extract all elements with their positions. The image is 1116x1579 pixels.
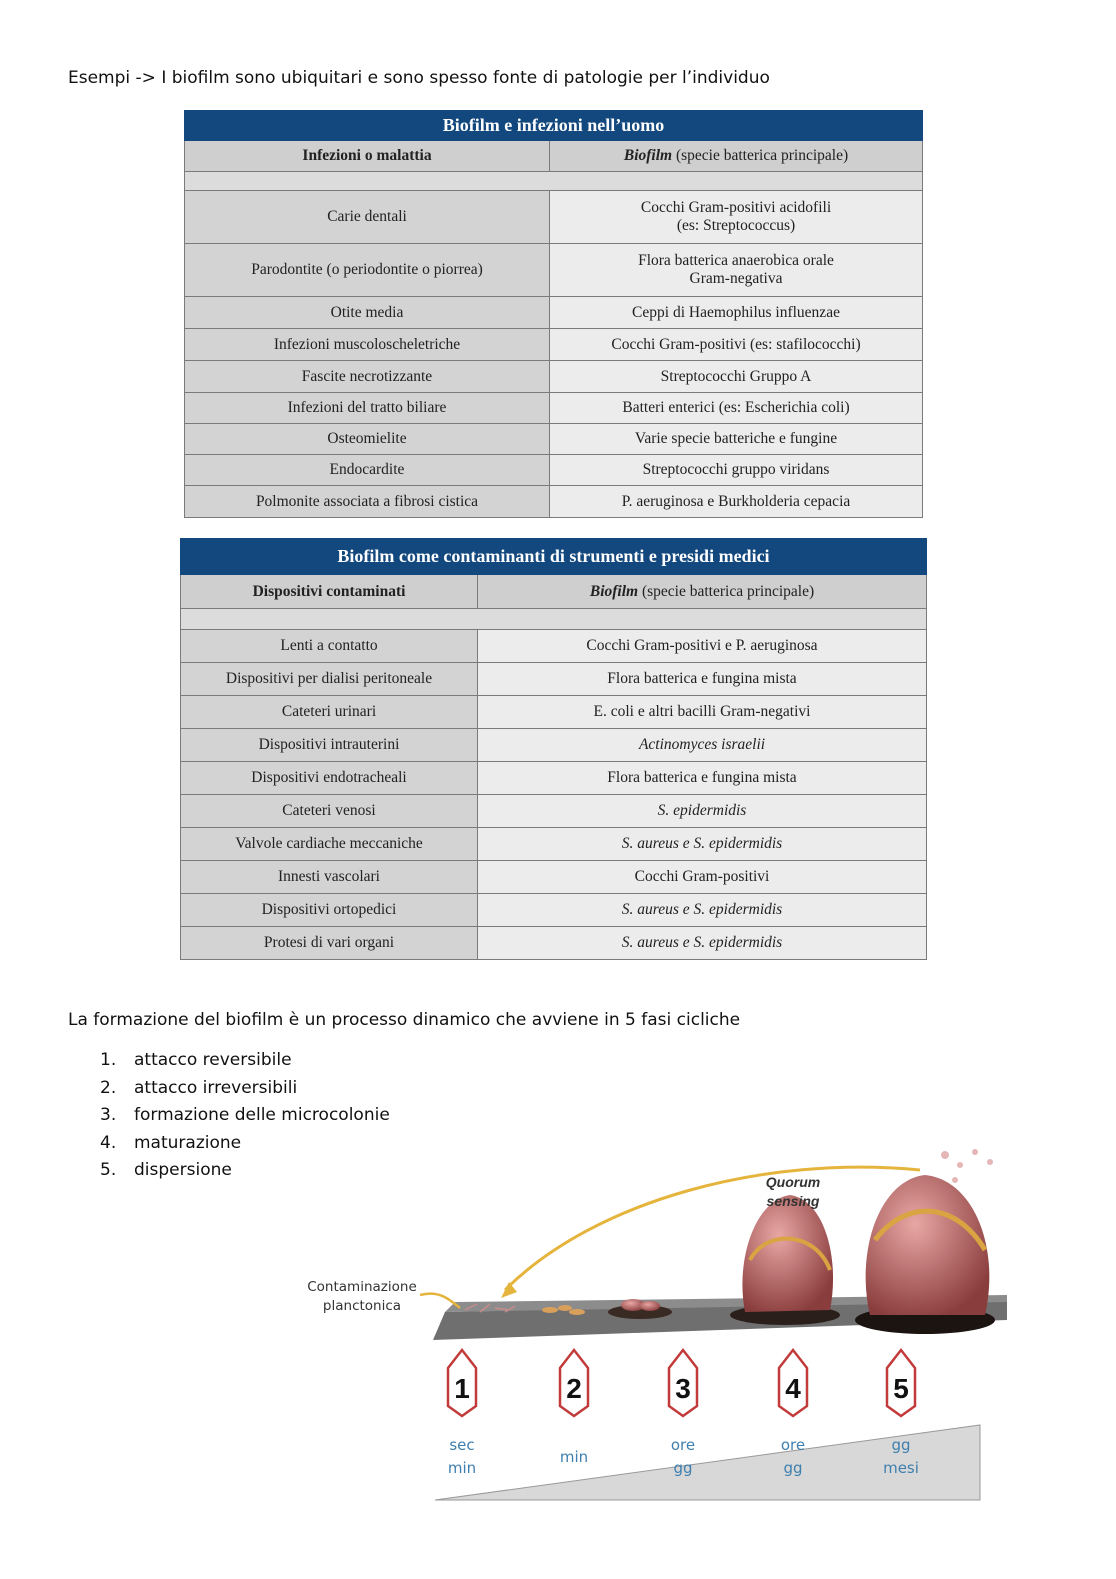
list-item: 4. maturazione [100, 1132, 242, 1153]
quorum-label: Quorum [765, 1174, 821, 1190]
table-row: Lenti a contatto Cocchi Gram-positivi e P. aeruginosa [181, 630, 927, 663]
table-row: Osteomielite Varie specie batteriche e fungine [185, 424, 923, 455]
time-label: min [447, 1459, 477, 1477]
table-row: Polmonite associata a fibrosi cistica P. aeruginosa e Burkholderia cepacia [185, 486, 923, 518]
table2-title: Biofilm come contaminanti di strumenti e presidi medici [181, 539, 927, 575]
table1-col2-header: Biofilm (specie batterica principale) [550, 141, 923, 172]
table-row: Innesti vascolari Cocchi Gram-positivi [181, 861, 927, 894]
time-label: gg [783, 1459, 803, 1477]
list-item: 1. attacco reversibile [100, 1050, 292, 1070]
intro-text: Esempi -> I biofilm sono ubiquitari e sono spesso fonte di patologie per l’individuo [68, 68, 770, 88]
planktonic-label: planctonica [322, 1298, 402, 1314]
table2-spacer [181, 609, 927, 630]
table-infections [184, 110, 923, 518]
time-label: gg [891, 1436, 911, 1454]
table-row: Cateteri venosi S. epidermidis [181, 795, 927, 828]
time-label: gg [673, 1459, 693, 1477]
stage4-mature-biofilm [730, 1195, 840, 1325]
paragraph-formation: La formazione del biofilm è un processo dinamico che avviene in 5 fasi cicliche [68, 1010, 741, 1030]
stage-number: 1 [454, 1373, 470, 1404]
dispersion-arrow [505, 1167, 920, 1290]
stage-number: 2 [566, 1373, 582, 1404]
table2-col1-header: Dispositivi contaminati [181, 575, 478, 609]
table-row: Cateteri urinari E. coli e altri bacilli Gram-negativi [181, 696, 927, 729]
table2-col2-header: Biofilm (specie batterica principale) [478, 575, 927, 609]
time-label: ore [780, 1436, 806, 1454]
time-label: mesi [883, 1459, 919, 1477]
table-row: Parodontite (o periodontite o piorrea) Flora batterica anaerobica orale Gram-negativa [185, 244, 923, 297]
stage-number: 5 [893, 1373, 909, 1404]
table-row: Endocardite Streptococchi gruppo viridans [185, 455, 923, 486]
table-row: Dispositivi intrauterini Actinomyces israelii [181, 729, 927, 762]
stage-number: 4 [785, 1373, 801, 1404]
list-item: 3. formazione delle microcolonie [100, 1105, 390, 1125]
contamination-label: Contaminazione [307, 1279, 417, 1295]
table-row: Dispositivi ortopedici S. aureus e S. epidermidis [181, 894, 927, 927]
time-label: min [559, 1448, 589, 1466]
stage-marker-3 [669, 1350, 697, 1477]
sensing-label: sensing [766, 1193, 820, 1209]
list-item: 5. dispersione [100, 1160, 232, 1180]
list-item: 2. attacco irreversibili [100, 1077, 298, 1098]
table-row: Otite media Ceppi di Haemophilus influenzae [185, 297, 923, 329]
table-row: Carie dentali Cocchi Gram-positivi acidofili (es: Streptococcus) [185, 191, 923, 244]
table1-spacer [185, 172, 923, 191]
table-row: Fascite necrotizzante Streptococchi Gruppo A [185, 361, 923, 393]
table-row: Valvole cardiache meccaniche S. aureus e S. epidermidis [181, 828, 927, 861]
table1-title: Biofilm e infezioni nell’uomo [185, 111, 923, 141]
time-label: ore [670, 1436, 696, 1454]
table1-col1-header: Infezioni o malattia [185, 141, 550, 172]
biofilm-formation-figure [295, 1140, 1015, 1505]
stage-marker-2 [560, 1350, 588, 1466]
stage-marker-1 [448, 1350, 476, 1477]
table-row: Dispositivi endotracheali Flora batterica e fungina mista [181, 762, 927, 795]
table-row: Protesi di vari organi S. aureus e S. epidermidis [181, 927, 927, 960]
stage-number: 3 [675, 1373, 691, 1404]
table-row: Infezioni muscoloscheletriche Cocchi Gram-positivi (es: stafilococchi) [185, 329, 923, 361]
table-row: Infezioni del tratto biliare Batteri enterici (es: Escherichia coli) [185, 393, 923, 424]
table-devices [180, 538, 927, 960]
time-label: sec [449, 1436, 475, 1454]
table-row: Dispositivi per dialisi peritoneale Flora batterica e fungina mista [181, 663, 927, 696]
stage5-dispersion [855, 1149, 995, 1334]
